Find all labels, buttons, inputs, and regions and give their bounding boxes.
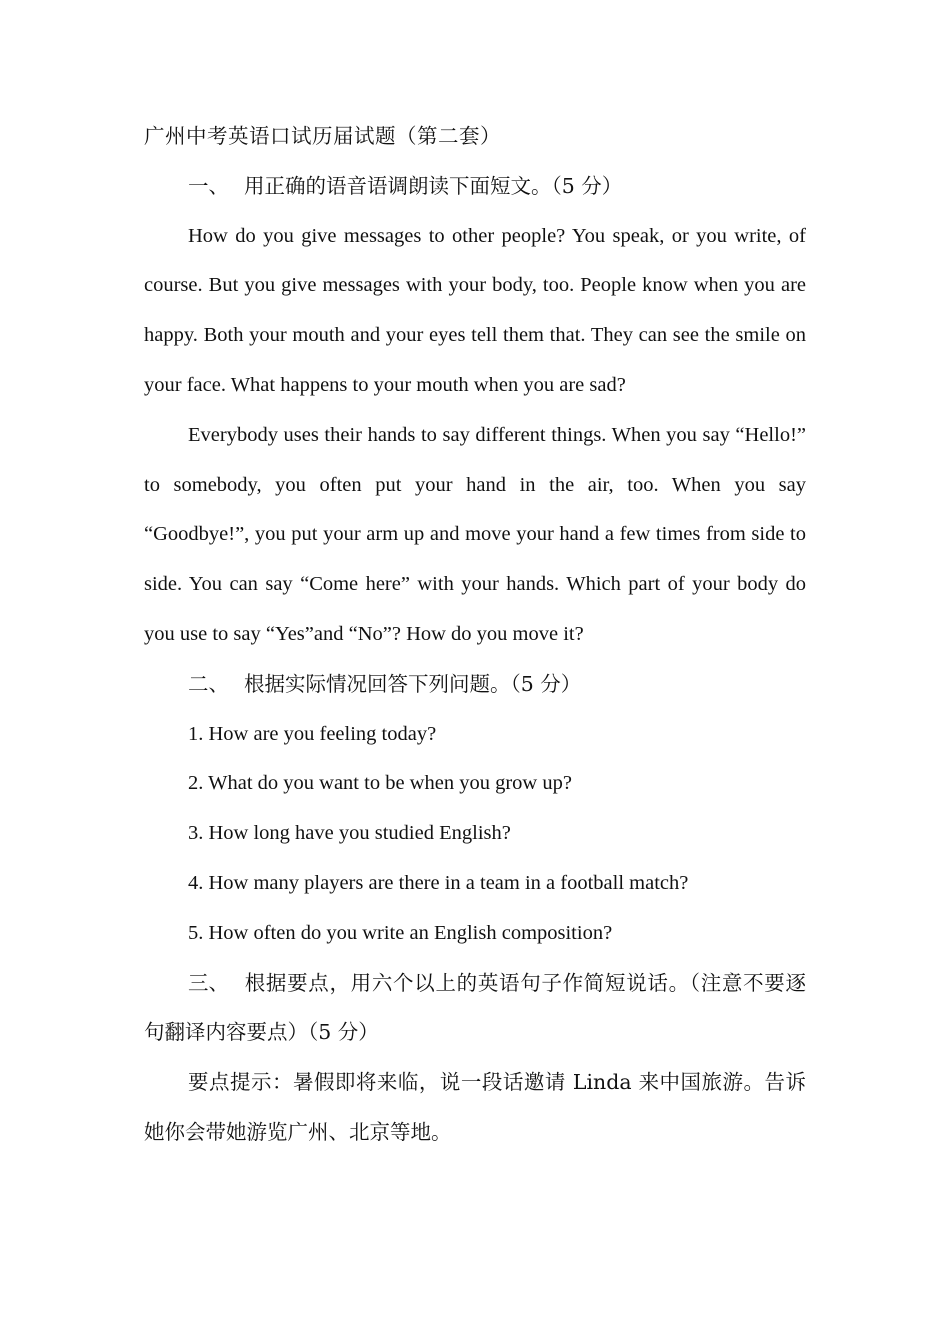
reading-paragraph-1: How do you give messages to other people? You speak, or you write, of course. But you give messages with your body, too. People know when you are happy. Both your mouth and your eyes tell them that. They can see the smile on your face. What happens to your mouth when you are sad? (144, 224, 806, 396)
question-3: 3. How long have you studied English? (188, 822, 511, 845)
section-3-heading (144, 959, 806, 1059)
section-2-heading (144, 660, 806, 710)
reading-paragraph-2: Everybody uses their hands to say different things. When you say “Hello!” to somebody, you often put your hand in the air, too. When you say “Goodbye!”, you put your arm up and move your hand a few times from side to side. You can say “Come here” with your hands. Which part of your body do you use to say “Yes”and “No”? How do you move it? (144, 423, 806, 645)
document-body (144, 112, 806, 1158)
question-2: 2. What do you want to be when you grow up? (188, 772, 572, 795)
question-4: 4. How many players are there in a team in a football match? (188, 871, 689, 894)
section-3-heading-text: 根据要点，用六个以上的英语句子作简短说话。（注意不要逐句翻译内容要点）（5 分） (144, 970, 806, 1045)
question-5: 5. How often do you write an English composition? (188, 921, 613, 944)
section-3-number: 三、 (188, 970, 229, 995)
section-2-number: 二、 (188, 671, 229, 696)
section-1-heading (144, 162, 806, 212)
section-1-number: 一、 (188, 173, 229, 198)
section-2-heading-text: 根据实际情况回答下列问题。（5 分） (244, 671, 582, 696)
question-1: 1. How are you feeling today? (188, 722, 437, 745)
section-1-heading-text: 用正确的语音语调朗读下面短文。（5 分） (244, 173, 623, 198)
document-title: 广州中考英语口试历届试题（第二套） (144, 124, 501, 148)
section-3-prompt: 要点提示：暑假即将来临，说一段话邀请 Linda 来中国旅游。告诉她你会带她游览广州、北京等地。 (144, 1070, 806, 1144)
